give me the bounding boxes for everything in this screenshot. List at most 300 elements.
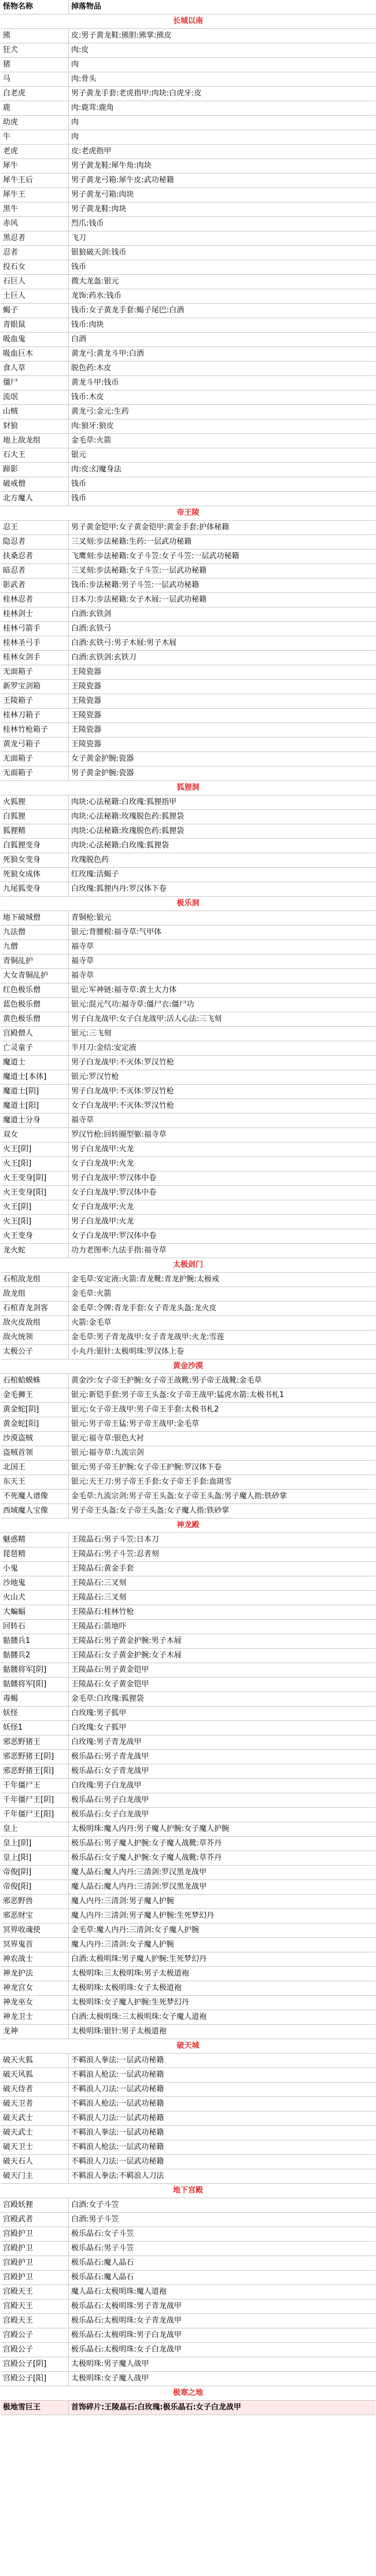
drop-items-cell: 王陵晶石:三叉刻: [71, 1593, 127, 1602]
monster-name-cell: 忍者: [1, 246, 69, 260]
section-title: 黄金沙漠: [172, 1362, 203, 1370]
table-row: [1, 983, 375, 998]
drop-items-cell: 女子白龙战甲:火龙: [71, 1203, 134, 1211]
monster-name-cell: 火山犬: [1, 1591, 69, 1605]
table-row: [1, 1215, 375, 1229]
monster-name-cell: 宫殿护卫: [1, 2227, 69, 2241]
table-row: [1, 1692, 375, 1707]
table-row: [1, 1012, 375, 1027]
drop-items-cell: 不羁浪人刀法:一层武功秘籍: [71, 2085, 164, 2094]
table-row: [1, 2155, 375, 2169]
table-row: [1, 2111, 375, 2126]
table-row: [1, 1099, 375, 1114]
table-row: [1, 2357, 375, 2372]
drop-items-cell: 玫瑰脱色药: [71, 856, 109, 864]
drop-items-cell: 金毛草:男子青龙战甲:女子青龙战甲:火龙:雪莲: [71, 1333, 224, 1342]
table-row: [1, 1490, 375, 1504]
drop-items-cell: 肉:鹿茸:鹿角: [71, 104, 114, 112]
monster-name-cell: 破天卫者: [1, 2097, 69, 2111]
section-header: [1, 2039, 375, 2054]
drop-items-cell: 肉: [71, 132, 79, 141]
drop-items-cell: 三叉刻:步法秘籍:生药:一层武功秘籍: [71, 537, 192, 546]
table-row: [1, 1620, 375, 1634]
table-row: [1, 1793, 375, 1808]
drop-items-cell: 银元:女子帝王战甲:男子帝王手套:太极书札2: [71, 1405, 219, 1414]
table-row: [1, 535, 375, 550]
monster-name-cell: 宫殿护卫: [1, 2256, 69, 2270]
section-header: [1, 1258, 375, 1273]
table-row: [1, 101, 375, 116]
drop-items-cell: 不羁浪人枪法:一层武功秘籍: [71, 2143, 164, 2151]
drop-items-cell: 白酒: [71, 335, 87, 344]
table-row: [1, 405, 375, 419]
table-row: [1, 1446, 375, 1461]
table-row: [1, 1634, 375, 1649]
table-row: [1, 492, 375, 506]
drop-items-cell: 金毛草:火箭: [71, 1289, 112, 1298]
table-row: [1, 2054, 375, 2068]
table-row: [1, 29, 375, 43]
monster-name-cell: 毒蝎: [1, 1692, 69, 1706]
monster-name-cell: 敌龙组: [1, 1287, 69, 1301]
table-row: [1, 362, 375, 376]
section-header: [1, 2386, 375, 2401]
monster-name-cell: 北国王: [1, 1461, 69, 1475]
monster-name-cell: 火王[阴]: [1, 1143, 69, 1156]
drop-items-cell: 王陵晶石:箭地吓: [71, 1622, 127, 1631]
monster-name-cell: 盗贼首领: [1, 1446, 69, 1460]
drop-items-cell: 太极明珠:三太极明珠:男子太极道袍: [71, 1969, 189, 1978]
drop-items-cell: 王陵晶石:桂林竹枪: [71, 1608, 134, 1616]
table-row: [1, 2242, 375, 2256]
table-row: [1, 1041, 375, 1056]
drop-items-cell: 男子白龙战甲:火龙: [71, 1145, 134, 1154]
drop-items-cell: 极乐晶石:太极明珠:女子白龙战甲: [71, 2345, 182, 2354]
table-row: [1, 1128, 375, 1143]
drop-items-cell: 肉块:心法秘籍:玫瑰脱色药:狐狸袋: [71, 827, 185, 835]
monster-name-cell: 暗忍者: [1, 564, 69, 578]
table-row: [1, 1721, 375, 1735]
monster-name-cell: 火王变身[阳]: [1, 1186, 69, 1200]
table-row: [1, 738, 375, 752]
drop-items-cell: 王陵瓷器: [71, 725, 102, 734]
drop-items-cell: 白酒:女子斗笠: [71, 2201, 119, 2209]
monster-name-cell: 宫殿公子: [1, 2343, 69, 2357]
table-row: [1, 882, 375, 897]
drop-items-cell: 女子白龙战甲:火龙: [71, 1159, 134, 1168]
table-row: [1, 1157, 375, 1171]
drop-items-cell: 金毛草:令牌:青龙手套:女子青龙头盔:龙火皮: [71, 1304, 217, 1313]
table-row: [1, 1388, 375, 1403]
drop-items-cell: 魔人晶石:魔人内丹:三清剑:罗汉黑龙战甲: [71, 1868, 207, 1877]
table-row: [1, 1475, 375, 1490]
monster-name-cell: 石大王: [1, 448, 69, 462]
table-row: [1, 1461, 375, 1475]
table-row: [1, 2299, 375, 2314]
table-row: [1, 1605, 375, 1620]
monster-name-cell: 不死魔人谱像: [1, 1490, 69, 1503]
monster-name-cell: 桂林圣弓手: [1, 636, 69, 650]
table-row: [1, 1143, 375, 1157]
monster-name-cell: 宫殿天王: [1, 2314, 69, 2328]
drop-items-cell: 极乐晶石:女子白龙战甲: [71, 1810, 149, 1819]
table-row: [1, 448, 375, 463]
monster-name-cell: 破天卫士: [1, 2140, 69, 2154]
drop-items-cell: 女子白龙战甲:罗汉体中卷: [71, 1188, 157, 1197]
section-header: [1, 506, 375, 521]
monster-name-cell: 魔道士[阴]: [1, 1085, 69, 1099]
drop-items-cell: 白酒:玄铁弓: [71, 624, 112, 633]
table-row: [1, 622, 375, 636]
monster-name-cell: 回转石: [1, 1620, 69, 1634]
table-row: [1, 1070, 375, 1085]
monster-name-cell: 宫殿公子: [1, 2328, 69, 2342]
monster-name-cell: 牛: [1, 130, 69, 144]
monster-name-cell: 红色极乐僧: [1, 983, 69, 997]
header-drop-items: 掉落物品: [71, 2, 102, 11]
table-row: [1, 651, 375, 665]
drop-items-cell: 三叉刻:步法秘籍:女子斗笠:一层武功秘籍: [71, 566, 207, 575]
monster-name-cell: 帝俊[阳]: [1, 1880, 69, 1894]
monster-name-cell: 土巨人: [1, 289, 69, 303]
table-row: [1, 1576, 375, 1591]
section-header: [1, 897, 375, 911]
table-row: [1, 318, 375, 333]
monster-name-cell: 犀牛: [1, 159, 69, 173]
monster-name-cell: 猪: [1, 58, 69, 72]
drop-items-cell: 女子白龙战甲:罗汉体中卷: [71, 1232, 157, 1240]
table-row: [1, 1895, 375, 1909]
monster-name-cell: 大女青铜乩护: [1, 969, 69, 983]
monster-name-cell: 扶桑忍者: [1, 550, 69, 563]
table-row: [1, 1764, 375, 1779]
drop-items-cell: 金毛草:安定液:火箭:青龙靴:青龙护腕:太极戒: [71, 1275, 219, 1284]
table-row: [1, 188, 375, 202]
drop-items-cell: 肉: [71, 118, 79, 127]
drop-items-cell: 男子黄龙弓箱:肉块: [71, 190, 134, 199]
table-row: [1, 2097, 375, 2111]
table-row: [1, 940, 375, 955]
table-row: [1, 1287, 375, 1302]
monster-name-cell: 火王[阳]: [1, 1215, 69, 1229]
monster-name-cell: 蓝色极乐僧: [1, 998, 69, 1012]
table-row: [1, 1432, 375, 1446]
drop-items-cell: 白酒:玄铁弓:男子木屐:男子木屐: [71, 639, 177, 647]
table-row: [1, 1837, 375, 1851]
drop-items-cell: 罗汉竹枪:回转圈型躯:福寺草: [71, 1130, 167, 1139]
table-row: [1, 1302, 375, 1316]
table-row: [1, 1880, 375, 1895]
drop-items-cell: 极乐晶石:女子斗笠: [71, 2229, 134, 2238]
section-header: [1, 14, 375, 29]
drop-items-cell: 王陵晶石:三叉刻: [71, 1579, 127, 1587]
monster-name-cell: 神龙卫士: [1, 2010, 69, 2024]
drop-items-cell: 太极明珠:银针:男子太极道袍: [71, 2027, 167, 2036]
drop-items-cell: 肉: [71, 60, 79, 69]
table-row: [1, 636, 375, 651]
table-row: [1, 2198, 375, 2213]
drop-items-cell: 钱币: [71, 263, 87, 271]
monster-name-cell: 白狐狸变身: [1, 839, 69, 853]
section-title: 太极剑门: [172, 1261, 203, 1269]
table-row: [1, 955, 375, 969]
drop-items-cell: 白玫瑰:男子白龙战甲: [71, 1781, 142, 1790]
monster-name-cell: 鹿: [1, 101, 69, 115]
table-row: [1, 2126, 375, 2140]
monster-name-cell: 宫殿僧人: [1, 1027, 69, 1041]
monster-name-cell: 皇上: [1, 1822, 69, 1836]
monster-name-cell: 骷髅将军[阳]: [1, 1678, 69, 1691]
drop-items-cell: 银元:新铠手套:男子帝王头盔:女子帝王战甲:猛虎水箭:太极书札1: [71, 1391, 285, 1399]
drop-items-cell: 王陵瓷器: [71, 696, 102, 705]
monster-name-cell: 狂犬: [1, 43, 69, 57]
drop-items-cell: 魔人晶石:太极明珠:魔人道袍: [71, 2287, 167, 2296]
drop-items-cell: 太极明珠:女子魔人战甲: [71, 2374, 149, 2383]
monster-name-cell: 破天武士: [1, 2111, 69, 2125]
table-row: [1, 709, 375, 723]
monster-name-cell: 火王变身[阴]: [1, 1171, 69, 1185]
drop-items-cell: 魔人晶石:魔人内丹:三清剑:罗汉黑龙战甲: [71, 1882, 207, 1891]
section-title: 极寒之地: [172, 2389, 203, 2397]
monster-name-cell: 投石女: [1, 260, 69, 274]
drop-items-cell: 王陵瓷器: [71, 668, 102, 676]
monster-name-cell: 邪恶野猪王[阴]: [1, 1750, 69, 1764]
monster-name-cell: 沙漠盗贼: [1, 1432, 69, 1446]
drop-items-cell: 银元:背腰棍:福寺草:气甲体: [71, 928, 162, 937]
section-header: [1, 2184, 375, 2198]
drop-items-cell: 小丸丹:银针:太极明珠:罗汉体上卷: [71, 1347, 185, 1356]
drop-items-cell: 银元:福寺草:银色大衬: [71, 1434, 144, 1443]
monster-name-cell: 蝎子: [1, 304, 69, 318]
drop-items-cell: 白玫瑰:男子狐甲: [71, 1709, 127, 1718]
table-row: [1, 1649, 375, 1663]
monster-name-cell: 琵琶精: [1, 1547, 69, 1561]
table-row: [1, 1504, 375, 1519]
monster-name-cell: 大蝙蝠: [1, 1605, 69, 1619]
monster-name-cell: 犀牛王后: [1, 174, 69, 187]
table-row: [1, 2401, 375, 2415]
table-row: [1, 1952, 375, 1967]
monster-name-cell: 金毛狮王: [1, 1388, 69, 1402]
table-row: [1, 333, 375, 347]
drop-items-cell: 极乐晶石:女子青龙战甲: [71, 1767, 149, 1775]
monster-name-cell: 妖怪1: [1, 1721, 69, 1735]
table-row: [1, 159, 375, 174]
drop-items-cell: 白玫瑰:狐狸内丹:罗汉体下卷: [71, 885, 167, 893]
table-row: [1, 1562, 375, 1576]
drop-items-cell: 飞刀: [71, 234, 87, 242]
drop-items-cell: 钱币:步法秘籍:男子斗笠:一层武功秘籍: [71, 581, 200, 589]
drop-items-cell: 飞鹰刻:步法秘籍:女子斗笠:女子斗笠:一层武功秘籍: [71, 552, 239, 561]
table-row: [1, 87, 375, 101]
table-row: [1, 2372, 375, 2386]
section-header: [1, 781, 375, 795]
monster-name-cell: 桂林竹枪箱子: [1, 723, 69, 737]
monster-name-cell: 新罗宝剑箱: [1, 680, 69, 694]
monster-name-cell: 宫殿公子[阴]: [1, 2357, 69, 2371]
table-row: [1, 289, 375, 304]
monster-name-cell: 流氓: [1, 390, 69, 404]
table-row: [1, 1186, 375, 1200]
monster-name-cell: 桂林刀箱子: [1, 709, 69, 723]
table-row: [1, 463, 375, 477]
drop-items-cell: 福寺草: [71, 957, 94, 965]
table-row: [1, 1808, 375, 1822]
table-row: [1, 1967, 375, 1981]
monster-name-cell: 宫殿武者: [1, 2213, 69, 2227]
table-row: [1, 1735, 375, 1750]
drop-items-cell: 魔人内丹:三清剑:男子魔人护腕: [71, 1897, 174, 1906]
monster-name-cell: 忍王: [1, 521, 69, 535]
table-row: [1, 434, 375, 448]
monster-name-cell: 吸血巨木: [1, 347, 69, 361]
monster-name-cell: 食人草: [1, 362, 69, 375]
drop-items-cell: 肉块:心法秘籍:白玫瑰:狐狸指甲: [71, 798, 177, 806]
drop-items-cell: 半月刀:金结:安定液: [71, 1044, 137, 1052]
monster-name-cell: 火王[阴]: [1, 1200, 69, 1214]
drop-items-cell: 男子白龙战甲:罗汉体中卷: [71, 1174, 157, 1182]
table-row: [1, 1779, 375, 1793]
drop-items-cell: 钱币: [71, 480, 87, 488]
monster-name-cell: 地下破城僧: [1, 911, 69, 925]
drop-items-cell: 银元:天王刀:男子帝王手套:女子帝王手套:血斑雪: [71, 1477, 232, 1486]
table-row: [1, 1851, 375, 1866]
drop-items-cell: 男子白龙战甲:不灭体:罗汉竹枪: [71, 1058, 174, 1067]
table-row: [1, 680, 375, 694]
drop-items-cell: 魔人内丹:三清剑:男子魔人护腕:生死梦幻丹: [71, 1911, 215, 1920]
monster-name-cell: 蹄影: [1, 463, 69, 477]
table-row: [1, 2343, 375, 2357]
table-header: [1, 0, 375, 14]
monster-name-cell: 老虎: [1, 145, 69, 159]
drop-items-cell: 银元:混元气功:福寺草:僵尸衣:僵尸功: [71, 1000, 194, 1009]
table-row: [1, 766, 375, 781]
table-row: [1, 1417, 375, 1432]
monster-name-cell: 敌火统领: [1, 1331, 69, 1344]
drop-items-cell: 火箭:金毛草: [71, 1318, 112, 1327]
monster-name-cell: 黄金蛇[阴]: [1, 1403, 69, 1417]
drop-items-cell: 银元:罗汉竹枪: [71, 1073, 119, 1081]
table-row: [1, 1938, 375, 1952]
drop-items-cell: 银元:三飞刻: [71, 1029, 112, 1038]
table-row: [1, 1533, 375, 1547]
monster-name-cell: 九尾狐变身: [1, 882, 69, 896]
drop-items-cell: 太极明珠:女子魔人护腕:生死梦幻丹: [71, 1998, 189, 2007]
drop-items-cell: 银元:男子帝王护腕:女子帝王护腕:罗汉体下卷: [71, 1463, 222, 1472]
table-row: [1, 853, 375, 868]
drop-table: [1, 0, 375, 2415]
section-title: 神龙殿: [176, 1521, 200, 1530]
monster-name-cell: 狐狸精: [1, 824, 69, 838]
monster-name-cell: 吸血鬼: [1, 333, 69, 347]
drop-items-cell: 王陵晶石:女子黄金护腕:女子木屐: [71, 1651, 182, 1660]
monster-name-cell: 皇上[阳]: [1, 1851, 69, 1865]
monster-name-cell: 九法僧: [1, 926, 69, 939]
monster-name-cell: 邪恶财宝: [1, 1909, 69, 1923]
table-row: [1, 2068, 375, 2083]
section-title: 帝王陵: [176, 508, 200, 517]
table-row: [1, 1678, 375, 1692]
monster-name-cell: 东天王: [1, 1475, 69, 1489]
monster-name-cell: 无面箱子: [1, 752, 69, 766]
table-row: [1, 174, 375, 188]
table-row: [1, 868, 375, 882]
monster-name-cell: 邪恶野猪王: [1, 1735, 69, 1749]
drop-items-cell: 魔人内丹:三清剑:女子魔人护腕: [71, 1940, 174, 1949]
table-row: [1, 2140, 375, 2155]
table-row: [1, 217, 375, 231]
monster-name-cell: 石巨人: [1, 275, 69, 289]
monster-name-cell: 白狐狸: [1, 810, 69, 824]
drop-items-cell: 男子黄金护腕:瓷器: [71, 769, 134, 777]
monster-name-cell: 宫殿护卫: [1, 2242, 69, 2256]
monster-name-cell: 魔道士: [1, 1056, 69, 1070]
drop-items-cell: 钱币: [71, 494, 87, 503]
table-row: [1, 578, 375, 593]
monster-name-cell: 熊: [1, 29, 69, 43]
drop-items-cell: 钱币:肉块: [71, 320, 104, 329]
drop-items-cell: 王陵晶石:黄金手套: [71, 1564, 134, 1573]
drop-items-cell: 男子白龙战甲:女子白龙战甲:活人心法:三飞刻: [71, 1015, 222, 1023]
drop-items-cell: 王陵瓷器: [71, 740, 102, 749]
drop-items-cell: 肉:狼牙:狼皮: [71, 422, 114, 430]
drop-items-cell: 不羁浪人拳法:一层武功秘籍: [71, 2128, 164, 2137]
monster-name-cell: 影武者: [1, 578, 69, 592]
drop-items-cell: 不羁浪人拳法:不羁浪人刀法: [71, 2172, 164, 2180]
table-row: [1, 1244, 375, 1258]
monster-name-cell: 豺狼: [1, 419, 69, 433]
drop-items-cell: 极乐晶石:女子魔人护腕:女子魔人战靴:草芥丹: [71, 1853, 222, 1862]
monster-name-cell: 亡灵童子: [1, 1041, 69, 1055]
monster-name-cell: 破天门主: [1, 2169, 69, 2183]
table-row: [1, 1591, 375, 1605]
table-row: [1, 564, 375, 578]
table-row: [1, 1547, 375, 1562]
table-row: [1, 1331, 375, 1345]
monster-name-cell: 太极公子: [1, 1345, 69, 1359]
monster-name-cell: 火王变身: [1, 1229, 69, 1243]
drop-items-cell: 不羁浪人刀法:一层武功秘籍: [71, 2114, 164, 2122]
table-row: [1, 607, 375, 622]
table-row: [1, 2256, 375, 2271]
monster-name-cell: 破天石人: [1, 2155, 69, 2169]
monster-name-cell: 冥界鬼首: [1, 1938, 69, 1952]
drop-items-cell: 男子黄龙鞋:犀牛角:肉块: [71, 161, 152, 170]
monster-name-cell: 神龙巫女: [1, 1996, 69, 2010]
drop-items-cell: 太极明珠:魔人内丹:男子魔人护腕:女子魔人护腕: [71, 1825, 230, 1833]
monster-name-cell: 敌火皮敌组: [1, 1316, 69, 1330]
monster-name-cell: 死狼女变身: [1, 853, 69, 867]
drop-items-cell: 白酒:玄铁剑: [71, 610, 112, 618]
table-row: [1, 911, 375, 926]
table-row: [1, 795, 375, 810]
monster-name-cell: 无面箱子: [1, 766, 69, 780]
monster-name-cell: 双女: [1, 1128, 69, 1142]
table-row: [1, 694, 375, 709]
drop-items-cell: 福寺草: [71, 942, 94, 951]
drop-items-cell: 男子黄龙弓箱:犀牛皮:武功秘籍: [71, 176, 174, 185]
table-row: [1, 1750, 375, 1764]
monster-name-cell: 骷髅兵2: [1, 1649, 69, 1663]
monster-name-cell: 赤风: [1, 217, 69, 231]
table-row: [1, 390, 375, 405]
monster-name-cell: 黑忍者: [1, 231, 69, 245]
monster-name-cell: 千年僵尸王[阳]: [1, 1808, 69, 1822]
drop-items-cell: 银元:男子帝王猛:男子帝王战甲:金毛草: [71, 1420, 200, 1428]
drop-items-cell: 王陵晶石:女子黄金铠甲: [71, 1680, 149, 1689]
table-row: [1, 260, 375, 275]
drop-items-cell: 青铜枪:银元: [71, 913, 112, 922]
